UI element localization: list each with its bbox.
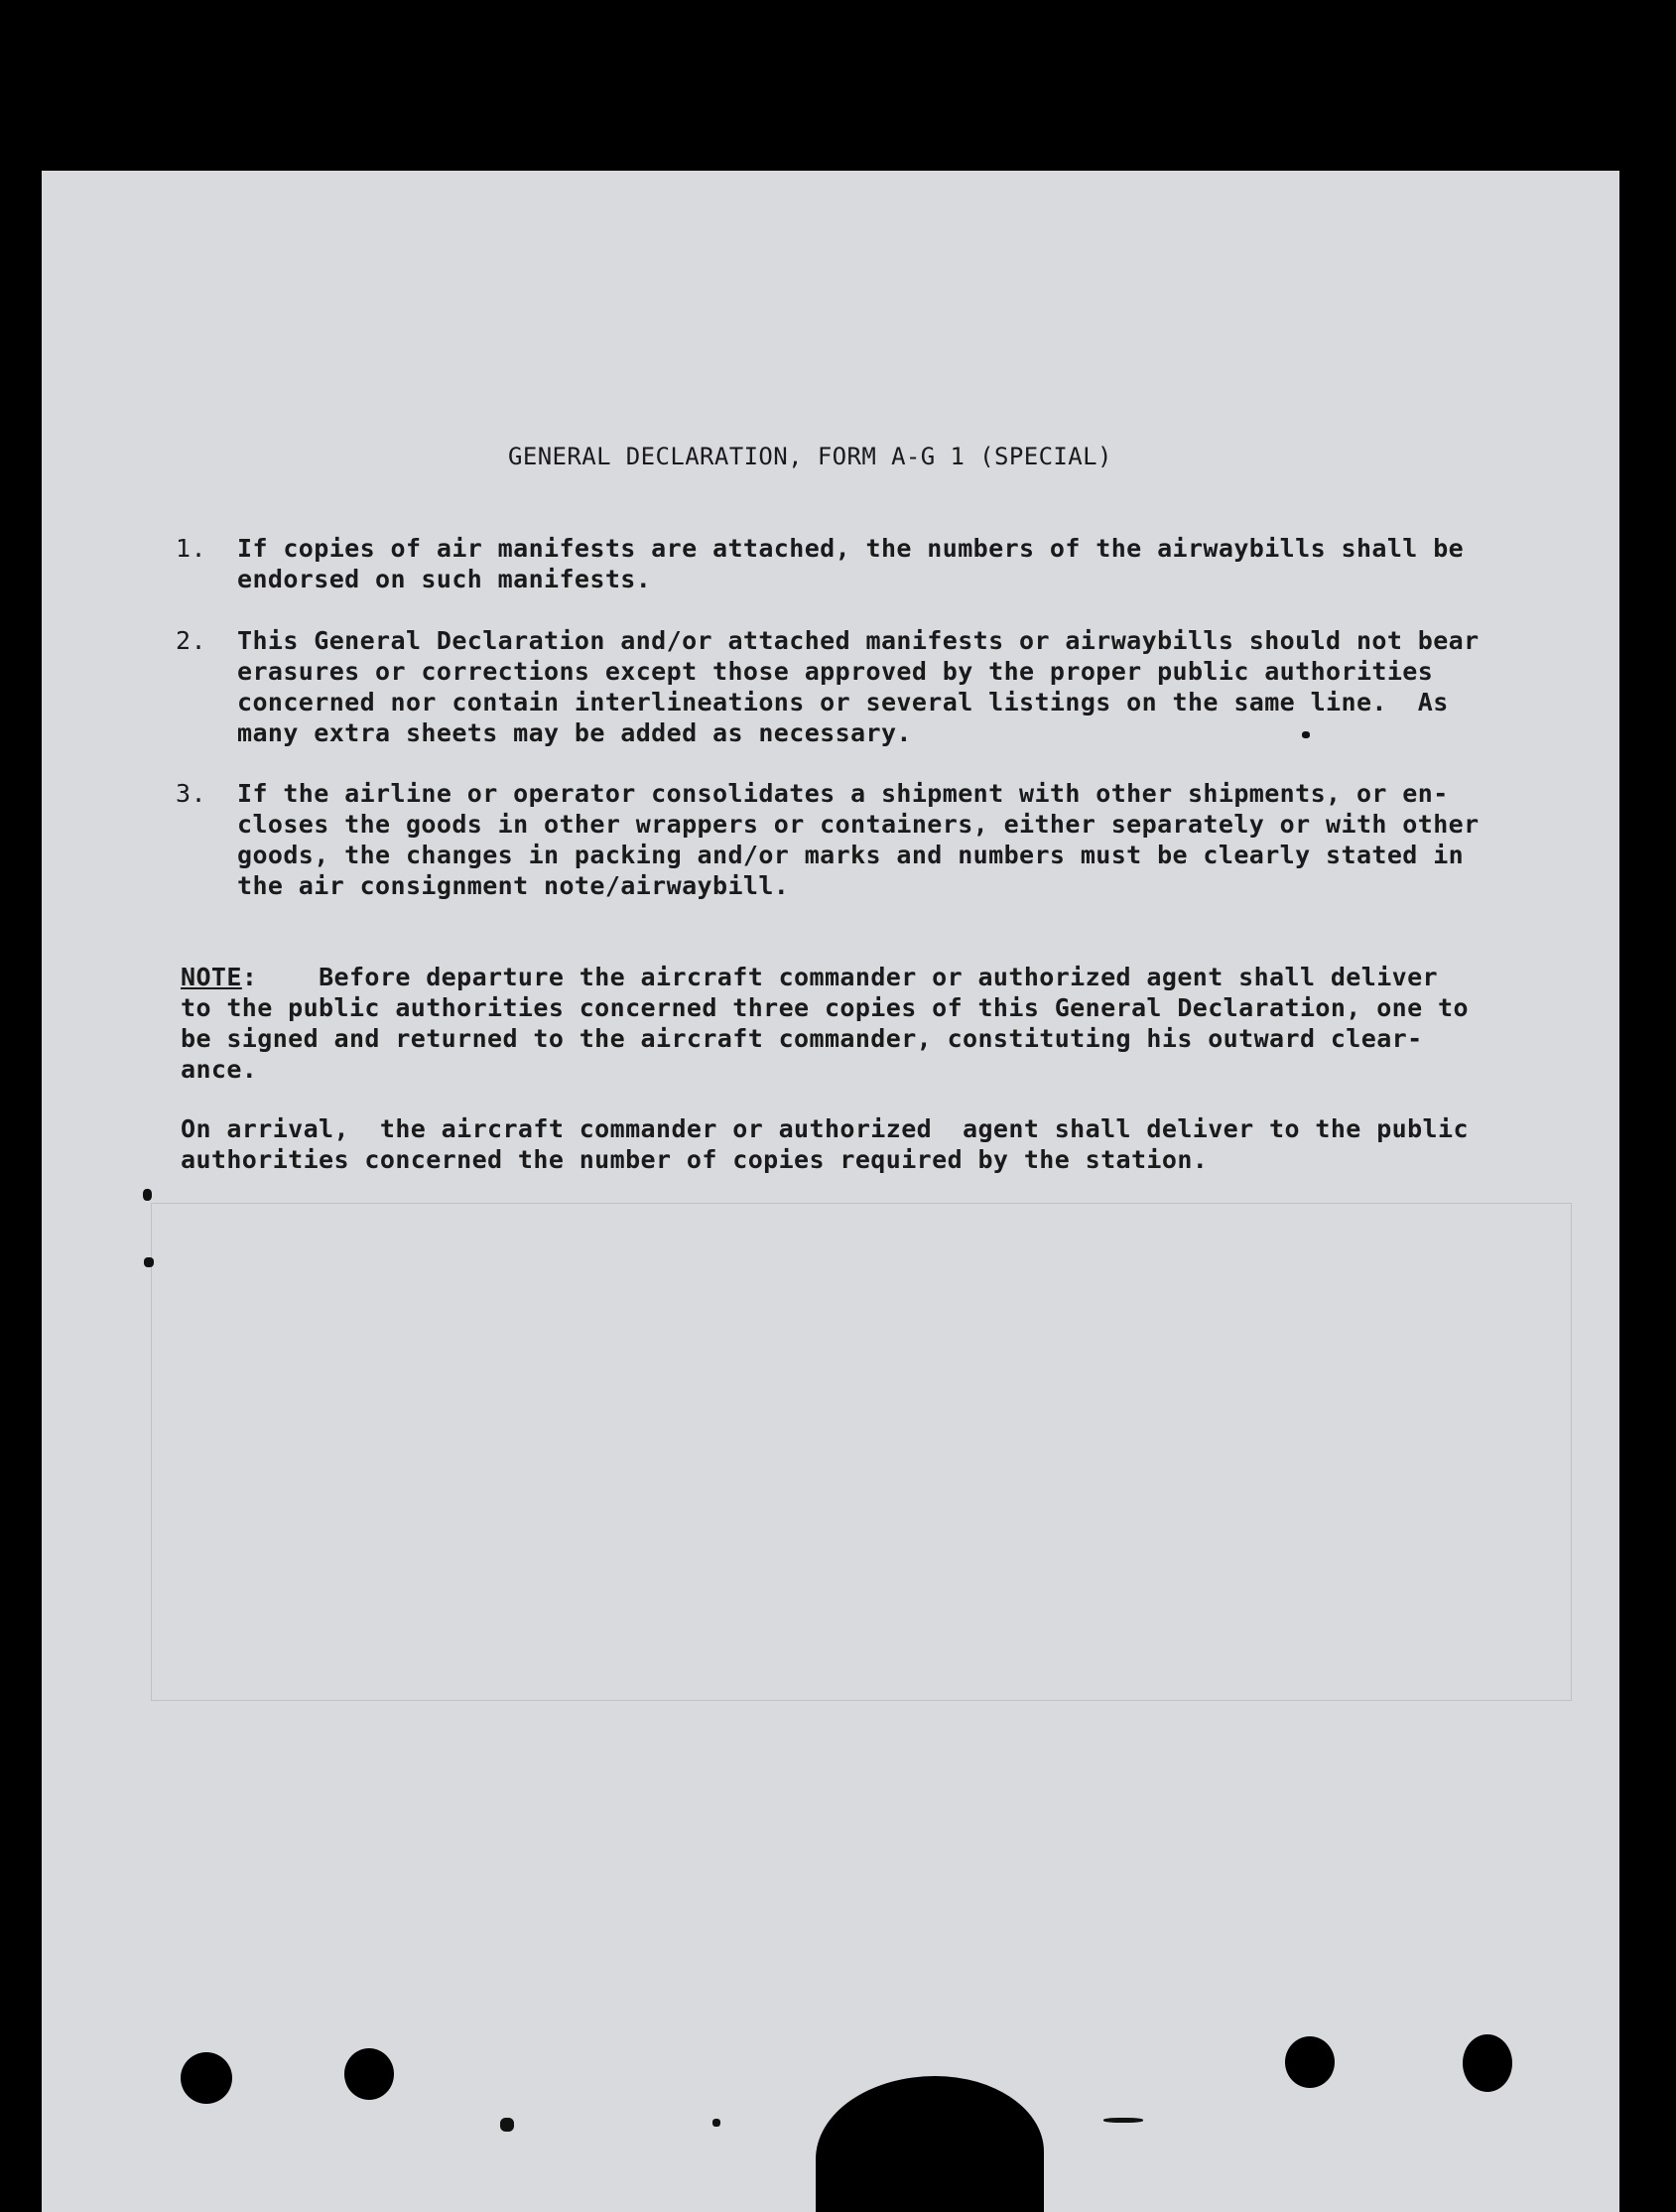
punch-hole — [181, 2052, 232, 2104]
punch-hole — [1463, 2034, 1512, 2092]
ink-speck — [1103, 2118, 1143, 2123]
ink-speck — [712, 2119, 720, 2127]
item-number: 3. — [176, 779, 206, 808]
note-paragraph — [181, 962, 1530, 1085]
bleed-through-box — [151, 1203, 1572, 1701]
ink-speck — [1302, 731, 1310, 738]
item-number: 1. — [176, 534, 206, 563]
item-text: If copies of air manifests are attached, the numbers of the airwaybills shall be endorsed on such manifests. — [237, 534, 1465, 593]
ink-speck — [500, 2118, 514, 2132]
punch-hole — [344, 2048, 394, 2100]
list-item — [176, 778, 1525, 901]
page-title: GENERAL DECLARATION, FORM A-G 1 (SPECIAL) — [508, 443, 1112, 470]
ink-speck — [144, 1257, 154, 1267]
arrival-paragraph: On arrival, the aircraft commander or authorized agent shall deliver to the public authorities concerned the number of copies required by the station. — [181, 1114, 1469, 1174]
torn-edge — [816, 2076, 1044, 2212]
note-label: NOTE — [181, 963, 242, 991]
note-text: : Before departure the aircraft commander or authorized agent shall deliver to the public authorities concerned three copies of this General Declaration, one to be signed and returned to the aircraft commander, constituting his outward clear- ance. — [181, 963, 1469, 1084]
paper-sheet — [42, 171, 1619, 2212]
punch-hole — [1285, 2036, 1335, 2088]
list-item — [176, 625, 1525, 748]
ink-speck — [143, 1189, 152, 1201]
item-text: This General Declaration and/or attached manifests or airwaybills should not bear erasures or corrections except those approved by the proper public authorities concerned nor contain interlineations or several listings on the same line. As many extra sheets may be added as necessary. — [237, 626, 1480, 747]
item-text: If the airline or operator consolidates a shipment with other shipments, or en- closes the goods in other wrappers or containers, either separately or with other goods, the changes in packing and/or marks and numbers must be clearly stated in the air consignment note/airwaybill. — [237, 779, 1480, 900]
list-item — [176, 533, 1525, 594]
item-number: 2. — [176, 626, 206, 655]
